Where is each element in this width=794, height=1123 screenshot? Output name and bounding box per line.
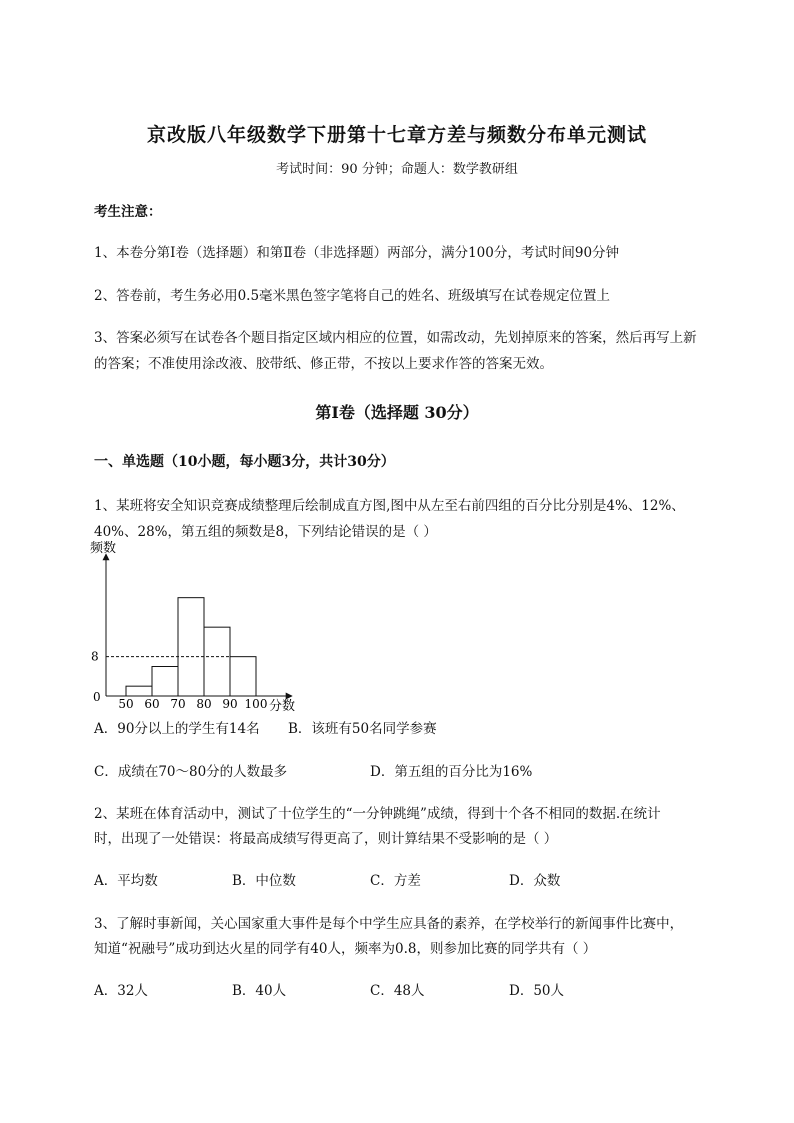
x-tick-50: 50: [118, 697, 134, 711]
histogram-bar-90-100: [230, 657, 256, 696]
question-3-option-a[interactable]: A．32人: [94, 983, 148, 999]
histogram-bar-70-80: [178, 598, 204, 696]
question-3-line-2: 知道“祝融号”成功到达火星的同学有40人，频率为0.8，则参加比赛的同学共有（ ）: [94, 941, 597, 957]
question-1-option-c[interactable]: C．成绩在70～80分的人数最多: [94, 764, 288, 780]
question-1-line-1: 1、某班将安全知识竞赛成绩整理后绘制成直方图,图中从左至右前四组的百分比分别是4%、12%、: [94, 498, 685, 514]
question-1-option-a[interactable]: A．90分以上的学生有14名: [94, 721, 260, 737]
y-tick-0: 0: [93, 690, 101, 704]
y-axis-label: 频数: [90, 541, 117, 556]
x-tick-80: 80: [196, 697, 212, 711]
question-2-line-1: 2、某班在体育活动中，测试了十位学生的“一分钟跳绳”成绩，得到十个各不相同的数据.在统计: [94, 806, 661, 822]
notice-item-2: 2、答卷前，考生务必用0.5毫米黑色签字笔将自己的姓名、班级填写在试卷规定位置上: [94, 288, 611, 304]
notice-heading: 考生注意：: [94, 204, 162, 220]
question-3-option-b[interactable]: B．40人: [232, 983, 287, 999]
notice-item-3-cont: 的答案；不准使用涂改液、胶带纸、修正带，不按以上要求作答的答案无效。: [94, 356, 553, 372]
question-2-option-b[interactable]: B．中位数: [232, 873, 296, 889]
notice-item-1: 1、本卷分第Ⅰ卷（选择题）和第Ⅱ卷（非选择题）两部分，满分100分，考试时间90分钟: [94, 245, 620, 261]
section-title: 第Ⅰ卷（选择题 30分）: [315, 403, 479, 422]
x-tick-90: 90: [222, 697, 238, 711]
x-tick-70: 70: [170, 697, 186, 711]
question-3-line-1: 3、了解时事新闻，关心国家重大事件是每个中学生应具备的素养，在学校举行的新闻事件比赛中，: [94, 916, 684, 932]
x-axis-label: 分数: [269, 699, 296, 714]
question-1-option-d[interactable]: D．第五组的百分比为16%: [370, 764, 533, 780]
x-tick-60: 60: [144, 697, 160, 711]
question-1-option-b[interactable]: B．该班有50名同学参赛: [288, 721, 437, 737]
x-tick-100: 100: [244, 697, 268, 711]
question-3-option-c[interactable]: C．48人: [370, 983, 425, 999]
question-3-option-d[interactable]: D．50人: [509, 983, 565, 999]
question-1-line-2: 40%、28%，第五组的频数是8，下列结论错误的是（ ）: [94, 524, 437, 540]
question-2-option-c[interactable]: C．方差: [370, 873, 421, 889]
histogram-bar-80-90: [204, 627, 230, 696]
notice-item-3: 3、答案必须写在试卷各个题目指定区域内相应的位置，如需改动，先划掉原来的答案，然后再写上新: [94, 330, 697, 346]
histogram-bar-50-60: [126, 686, 152, 696]
exam-info: 考试时间：90 分钟；命题人：数学教研组: [276, 162, 518, 177]
question-2-option-a[interactable]: A．平均数: [94, 873, 158, 889]
histogram-bar-60-70: [152, 667, 178, 697]
page-title: 京改版八年级数学下册第十七章方差与频数分布单元测试: [146, 124, 647, 146]
part-title: 一、单选题（10小题，每小题3分，共计30分）: [94, 454, 395, 470]
histogram-chart: [80, 538, 320, 718]
question-2-option-d[interactable]: D．众数: [509, 873, 561, 889]
question-2-line-2: 时，出现了一处错误：将最高成绩写得更高了，则计算结果不受影响的是（ ）: [94, 831, 558, 847]
y-tick-8: 8: [91, 649, 99, 664]
